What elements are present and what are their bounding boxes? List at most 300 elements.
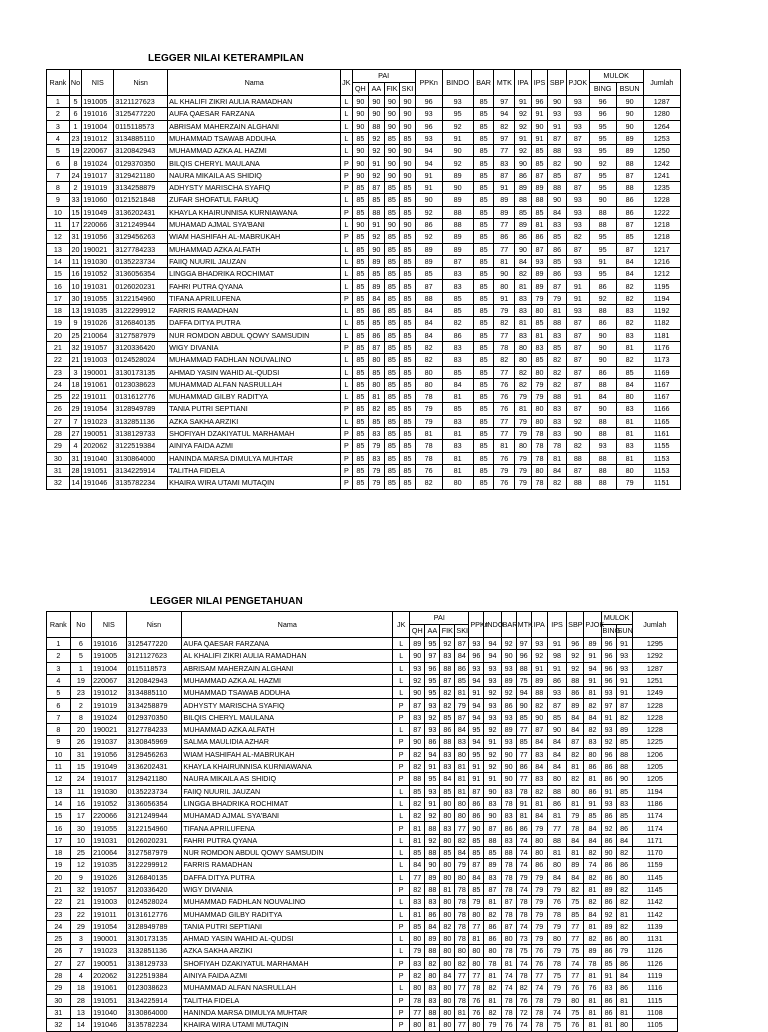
cell-bar: 83 xyxy=(501,810,516,822)
cell-sbp: 81 xyxy=(567,760,584,772)
cell-mtk: 80 xyxy=(494,280,515,292)
cell-bing: 88 xyxy=(589,378,616,390)
cell-nama: TANIA PUTRI SEPTIANI xyxy=(182,920,393,932)
cell-ski: 77 xyxy=(455,970,469,982)
cell-jumlah: 1181 xyxy=(643,329,680,341)
cell-no: 2 xyxy=(69,182,81,194)
cell-bar: 76 xyxy=(501,1019,516,1031)
cell-mtk: 82 xyxy=(494,120,515,132)
cell-ski: 85 xyxy=(400,206,416,218)
cell-mtk: 89 xyxy=(494,194,515,206)
cell-aa: 80 xyxy=(369,354,385,366)
cell-qh: 90 xyxy=(410,736,425,748)
cell-no: 3 xyxy=(69,366,81,378)
cell-pjok: 87 xyxy=(566,378,589,390)
cell-bindo: 83 xyxy=(484,871,501,883)
cell-ski: 80 xyxy=(455,871,469,883)
cell-mtk: 76 xyxy=(516,994,531,1006)
cell-qh: 92 xyxy=(410,674,425,686)
cell-no: 9 xyxy=(69,317,81,329)
cell-ski: 85 xyxy=(400,341,416,353)
cell-ipa: 79 xyxy=(515,428,532,440)
cell-ipa: 80 xyxy=(515,354,532,366)
cell-bar: 85 xyxy=(473,206,494,218)
cell-mtk: 74 xyxy=(516,834,531,846)
cell-jk: P xyxy=(393,748,410,760)
cell-bar: 89 xyxy=(501,674,516,686)
cell-qh: 85 xyxy=(352,317,369,329)
col-mtk: MTK xyxy=(494,70,515,96)
cell-rank: 30 xyxy=(47,452,70,464)
cell-ips: 91 xyxy=(531,132,548,144)
col-qh: QH xyxy=(410,625,425,638)
cell-jk: P xyxy=(341,169,352,181)
cell-bar: 85 xyxy=(473,305,494,317)
cell-bing: 93 xyxy=(601,687,616,699)
cell-qh: 85 xyxy=(352,403,369,415)
cell-nis: 191056 xyxy=(82,231,114,243)
cell-no: 6 xyxy=(70,638,91,650)
cell-ski: 79 xyxy=(455,859,469,871)
cell-nama: TALITHA FIDELA xyxy=(168,464,341,476)
cell-ppkn: 86 xyxy=(469,797,484,809)
cell-qh: 80 xyxy=(410,1019,425,1031)
cell-jumlah: 1139 xyxy=(632,920,677,932)
cell-nisn: 3121127623 xyxy=(126,650,182,662)
cell-nisn: 3134885110 xyxy=(126,687,182,699)
cell-ipa: 81 xyxy=(515,403,532,415)
cell-no: 29 xyxy=(70,920,91,932)
cell-mtk: 83 xyxy=(494,157,515,169)
cell-ski: 90 xyxy=(400,145,416,157)
cell-fik: 88 xyxy=(440,736,455,748)
cell-nisn: 3134885110 xyxy=(114,132,168,144)
cell-bing: 84 xyxy=(589,391,616,403)
cell-ipa: 92 xyxy=(515,108,532,120)
cell-bsun: 83 xyxy=(616,305,643,317)
cell-sbp: 88 xyxy=(548,391,567,403)
cell-nisn: 0121521848 xyxy=(114,194,168,206)
cell-nisn: 3132851136 xyxy=(126,945,182,957)
cell-rank: 16 xyxy=(47,822,71,834)
cell-bing: 86 xyxy=(601,834,616,846)
cell-bsun: 84 xyxy=(616,378,643,390)
cell-bar: 74 xyxy=(501,982,516,994)
cell-aa: 90 xyxy=(369,108,385,120)
cell-nama: AINIYA FAIDA AZMI xyxy=(182,970,393,982)
cell-bindo: 83 xyxy=(442,354,473,366)
cell-sbp: 92 xyxy=(567,662,584,674)
cell-jk: P xyxy=(341,231,352,243)
cell-jk: L xyxy=(393,982,410,994)
cell-fik: 82 xyxy=(440,699,455,711)
table-row xyxy=(47,933,678,945)
cell-bing: 88 xyxy=(589,305,616,317)
table-row xyxy=(47,920,678,932)
cell-nis: 190001 xyxy=(92,933,126,945)
cell-ski: 80 xyxy=(455,810,469,822)
cell-nisn: 0124528024 xyxy=(114,354,168,366)
cell-ips: 84 xyxy=(547,871,566,883)
cell-bar: 85 xyxy=(473,378,494,390)
cell-bar: 86 xyxy=(501,699,516,711)
table-row xyxy=(47,822,678,834)
cell-ips: 93 xyxy=(531,255,548,267)
cell-bing: 88 xyxy=(589,206,616,218)
cell-nis: 191030 xyxy=(92,785,126,797)
cell-nisn: 3138129733 xyxy=(114,428,168,440)
cell-bindo: 93 xyxy=(484,662,501,674)
col-ips: IPS xyxy=(547,612,566,638)
cell-fik: 85 xyxy=(384,231,400,243)
cell-fik: 80 xyxy=(440,1019,455,1031)
cell-qh: 90 xyxy=(352,157,369,169)
cell-aa: 91 xyxy=(369,157,385,169)
cell-rank: 15 xyxy=(47,268,70,280)
cell-no: 1 xyxy=(69,120,81,132)
cell-no: 31 xyxy=(70,748,91,760)
cell-ipa: 84 xyxy=(531,810,547,822)
cell-qh: 85 xyxy=(352,341,369,353)
cell-fik: 80 xyxy=(440,871,455,883)
cell-nis: 191061 xyxy=(92,982,126,994)
table-row xyxy=(47,255,681,267)
cell-aa: 93 xyxy=(425,724,440,736)
cell-nis: 191004 xyxy=(92,662,126,674)
cell-nama: NAURA MIKAILA AS SHIDIQ xyxy=(168,169,341,181)
cell-pjok: 81 xyxy=(584,970,601,982)
cell-bindo: 93 xyxy=(484,699,501,711)
cell-sbp: 87 xyxy=(548,280,567,292)
cell-sbp: 79 xyxy=(567,810,584,822)
table-row xyxy=(47,945,678,957)
col-pai: PAI xyxy=(352,70,415,83)
cell-ppkn: 87 xyxy=(415,280,442,292)
cell-ips: 79 xyxy=(531,391,548,403)
cell-jk: P xyxy=(393,957,410,969)
cell-bar: 85 xyxy=(473,317,494,329)
cell-bing: 92 xyxy=(589,157,616,169)
cell-aa: 83 xyxy=(369,428,385,440)
cell-pjok: 87 xyxy=(566,329,589,341)
cell-rank: 28 xyxy=(47,970,71,982)
cell-ips: 77 xyxy=(547,822,566,834)
cell-nis: 191012 xyxy=(82,132,114,144)
cell-ski: 85 xyxy=(400,280,416,292)
table-row xyxy=(47,440,681,452)
cell-nisn: 3130864000 xyxy=(126,1006,182,1018)
cell-jk: P xyxy=(341,452,352,464)
cell-no: 20 xyxy=(69,243,81,255)
cell-jumlah: 1195 xyxy=(643,280,680,292)
cell-ipa: 77 xyxy=(531,970,547,982)
cell-ips: 79 xyxy=(531,378,548,390)
cell-mtk: 88 xyxy=(516,662,531,674)
cell-bing: 86 xyxy=(589,280,616,292)
cell-ski: 85 xyxy=(400,243,416,255)
cell-ppkn: 85 xyxy=(469,883,484,895)
cell-sbp: 92 xyxy=(567,650,584,662)
cell-jk: L xyxy=(341,366,352,378)
cell-sbp: 75 xyxy=(567,945,584,957)
cell-fik: 90 xyxy=(384,169,400,181)
cell-mtk: 74 xyxy=(516,920,531,932)
cell-sbp: 80 xyxy=(567,994,584,1006)
cell-nis: 191051 xyxy=(92,994,126,1006)
cell-nisn: 0129370350 xyxy=(114,157,168,169)
cell-ipa: 86 xyxy=(531,859,547,871)
cell-rank: 9 xyxy=(47,194,70,206)
cell-nisn: 3126840135 xyxy=(114,317,168,329)
cell-fik: 85 xyxy=(384,366,400,378)
cell-bsun: 81 xyxy=(616,415,643,427)
table-row xyxy=(47,908,678,920)
cell-bing: 95 xyxy=(589,231,616,243)
cell-qh: 90 xyxy=(410,650,425,662)
cell-bar: 85 xyxy=(473,452,494,464)
cell-bindo: 82 xyxy=(484,908,501,920)
cell-nis: 191011 xyxy=(92,908,126,920)
cell-fik: 80 xyxy=(440,982,455,994)
cell-mtk: 87 xyxy=(494,169,515,181)
cell-bing: 91 xyxy=(601,970,616,982)
cell-bing: 88 xyxy=(589,415,616,427)
cell-bsun: 82 xyxy=(616,317,643,329)
cell-mtk: 74 xyxy=(516,847,531,859)
cell-ski: 85 xyxy=(400,366,416,378)
cell-mtk: 94 xyxy=(516,687,531,699)
cell-nisn: 3135782234 xyxy=(126,1019,182,1031)
cell-aa: 92 xyxy=(425,810,440,822)
cell-ski: 85 xyxy=(400,317,416,329)
col-nis: NIS xyxy=(82,70,114,96)
cell-bing: 89 xyxy=(601,883,616,895)
cell-ips: 80 xyxy=(531,305,548,317)
col-nisn: Nisn xyxy=(114,70,168,96)
table-row xyxy=(47,452,681,464)
cell-bing: 92 xyxy=(601,908,616,920)
cell-qh: 90 xyxy=(410,687,425,699)
cell-jk: L xyxy=(341,96,352,108)
cell-nis: 220067 xyxy=(82,145,114,157)
col-ski: SKI xyxy=(455,625,469,638)
cell-mtk: 82 xyxy=(494,354,515,366)
cell-nama: TIFANA APRILUFENA xyxy=(168,292,341,304)
cell-fik: 90 xyxy=(384,218,400,230)
cell-aa: 79 xyxy=(369,477,385,489)
cell-aa: 90 xyxy=(369,243,385,255)
cell-qh: 85 xyxy=(352,366,369,378)
cell-bindo: 80 xyxy=(442,477,473,489)
cell-rank: 17 xyxy=(47,834,71,846)
cell-jk: P xyxy=(341,157,352,169)
cell-qh: 79 xyxy=(410,945,425,957)
cell-rank: 15 xyxy=(47,810,71,822)
cell-nisn: 3134225914 xyxy=(114,464,168,476)
cell-bindo: 83 xyxy=(442,280,473,292)
cell-bsun: 85 xyxy=(616,231,643,243)
cell-jumlah: 1287 xyxy=(643,96,680,108)
cell-sbp: 84 xyxy=(548,464,567,476)
cell-pjok: 81 xyxy=(584,1019,601,1031)
cell-bsun: 87 xyxy=(616,243,643,255)
cell-bindo: 92 xyxy=(484,748,501,760)
cell-pjok: 87 xyxy=(566,464,589,476)
cell-jumlah: 1153 xyxy=(643,452,680,464)
cell-fik: 80 xyxy=(440,994,455,1006)
cell-qh: 85 xyxy=(352,268,369,280)
cell-bsun: 85 xyxy=(616,785,632,797)
cell-bar: 85 xyxy=(473,391,494,403)
cell-no: 30 xyxy=(70,822,91,834)
cell-bsun: 88 xyxy=(616,760,632,772)
cell-bing: 86 xyxy=(601,760,616,772)
cell-sbp: 84 xyxy=(567,724,584,736)
cell-qh: 87 xyxy=(410,699,425,711)
cell-jumlah: 1182 xyxy=(643,317,680,329)
cell-no: 19 xyxy=(69,145,81,157)
cell-sbp: 90 xyxy=(548,96,567,108)
cell-sbp: 80 xyxy=(567,785,584,797)
table-row xyxy=(47,391,681,403)
cell-no: 21 xyxy=(69,354,81,366)
cell-bing: 95 xyxy=(589,120,616,132)
col-no: No xyxy=(70,612,91,638)
cell-aa: 86 xyxy=(425,736,440,748)
cell-nisn: 0131612776 xyxy=(126,908,182,920)
cell-ipa: 80 xyxy=(515,341,532,353)
cell-mtk: 81 xyxy=(494,255,515,267)
cell-nis: 210064 xyxy=(82,329,114,341)
cell-bsun: 82 xyxy=(616,292,643,304)
table-row xyxy=(47,96,681,108)
cell-bindo: 91 xyxy=(484,736,501,748)
cell-no: 27 xyxy=(70,957,91,969)
cell-mtk: 74 xyxy=(516,859,531,871)
cell-nama: ADHYSTY MARISCHA SYAFIQ xyxy=(168,182,341,194)
cell-ski: 90 xyxy=(400,218,416,230)
cell-bar: 85 xyxy=(473,243,494,255)
cell-sbp: 81 xyxy=(567,847,584,859)
cell-aa: 82 xyxy=(369,403,385,415)
cell-jumlah: 1174 xyxy=(632,810,677,822)
cell-bing: 85 xyxy=(601,957,616,969)
cell-jumlah: 1295 xyxy=(632,638,677,650)
cell-sbp: 75 xyxy=(567,896,584,908)
cell-bing: 96 xyxy=(601,674,616,686)
cell-fik: 90 xyxy=(384,157,400,169)
cell-ski: 90 xyxy=(400,169,416,181)
cell-mtk: 91 xyxy=(516,797,531,809)
cell-nama: FAIIQ NUURIL JAUZAN xyxy=(168,255,341,267)
cell-jk: L xyxy=(393,945,410,957)
cell-rank: 11 xyxy=(47,760,71,772)
cell-bsun: 83 xyxy=(616,329,643,341)
cell-bing: 92 xyxy=(601,822,616,834)
cell-bing: 93 xyxy=(601,797,616,809)
cell-bar: 85 xyxy=(473,145,494,157)
cell-nisn: 3122299912 xyxy=(114,305,168,317)
cell-aa: 94 xyxy=(425,748,440,760)
cell-bsun: 83 xyxy=(616,440,643,452)
cell-ski: 85 xyxy=(400,305,416,317)
cell-rank: 9 xyxy=(47,736,71,748)
col-aa: AA xyxy=(425,625,440,638)
cell-fik: 85 xyxy=(384,341,400,353)
legger-keterampilan-title: LEGGER NILAI KETERAMPILAN xyxy=(148,53,304,64)
cell-jumlah: 1170 xyxy=(632,847,677,859)
cell-ppkn: 91 xyxy=(469,773,484,785)
cell-nisn: 3130864000 xyxy=(114,452,168,464)
cell-ipa: 90 xyxy=(515,243,532,255)
cell-rank: 11 xyxy=(47,218,70,230)
cell-rank: 23 xyxy=(47,908,71,920)
cell-ppkn: 87 xyxy=(469,785,484,797)
cell-ipa: 79 xyxy=(531,883,547,895)
cell-ipa: 81 xyxy=(515,280,532,292)
cell-bing: 96 xyxy=(601,638,616,650)
cell-pjok: 81 xyxy=(584,994,601,1006)
cell-ipa: 89 xyxy=(515,218,532,230)
cell-mtk: 78 xyxy=(516,908,531,920)
cell-nis: 202062 xyxy=(92,970,126,982)
cell-bar: 85 xyxy=(473,366,494,378)
cell-ips: 80 xyxy=(531,366,548,378)
cell-rank: 26 xyxy=(47,403,70,415)
cell-ski: 85 xyxy=(400,194,416,206)
cell-mtk: 82 xyxy=(516,982,531,994)
cell-pjok: 82 xyxy=(584,847,601,859)
cell-nisn: 3130845969 xyxy=(126,736,182,748)
cell-nama: FAIIQ NUURIL JAUZAN xyxy=(182,785,393,797)
cell-bar: 78 xyxy=(501,945,516,957)
cell-nis: 191011 xyxy=(82,391,114,403)
cell-ppkn: 78 xyxy=(415,452,442,464)
cell-ipa: 89 xyxy=(515,182,532,194)
cell-nama: AZKA SAKHA ARZIKI xyxy=(182,945,393,957)
cell-no: 23 xyxy=(69,132,81,144)
cell-nisn: 0123038623 xyxy=(126,982,182,994)
cell-sbp: 77 xyxy=(567,920,584,932)
cell-aa: 89 xyxy=(425,933,440,945)
cell-jk: P xyxy=(393,1006,410,1018)
cell-ppkn: 94 xyxy=(415,157,442,169)
cell-jumlah: 1105 xyxy=(632,1019,677,1031)
cell-pjok: 74 xyxy=(584,859,601,871)
cell-bar: 80 xyxy=(501,933,516,945)
cell-fik: 81 xyxy=(440,883,455,895)
cell-bing: 90 xyxy=(589,194,616,206)
cell-ski: 81 xyxy=(455,760,469,772)
cell-bsun: 90 xyxy=(616,120,643,132)
cell-pjok: 90 xyxy=(566,157,589,169)
cell-qh: 85 xyxy=(352,305,369,317)
cell-mtk: 76 xyxy=(494,477,515,489)
cell-rank: 16 xyxy=(47,280,70,292)
cell-bindo: 91 xyxy=(442,132,473,144)
cell-nis: 191005 xyxy=(92,650,126,662)
cell-pjok: 91 xyxy=(584,674,601,686)
cell-fik: 85 xyxy=(384,182,400,194)
cell-sbp: 84 xyxy=(567,834,584,846)
cell-jk: L xyxy=(393,834,410,846)
cell-nama: SALMA MAULIDIA AZHAR xyxy=(182,736,393,748)
cell-nisn: 0135223734 xyxy=(126,785,182,797)
cell-bsun: 89 xyxy=(616,724,632,736)
cell-ski: 90 xyxy=(400,96,416,108)
cell-nama: AL KHALIFI ZIKRI AULIA RAMADHAN xyxy=(182,650,393,662)
cell-ipa: 87 xyxy=(531,724,547,736)
